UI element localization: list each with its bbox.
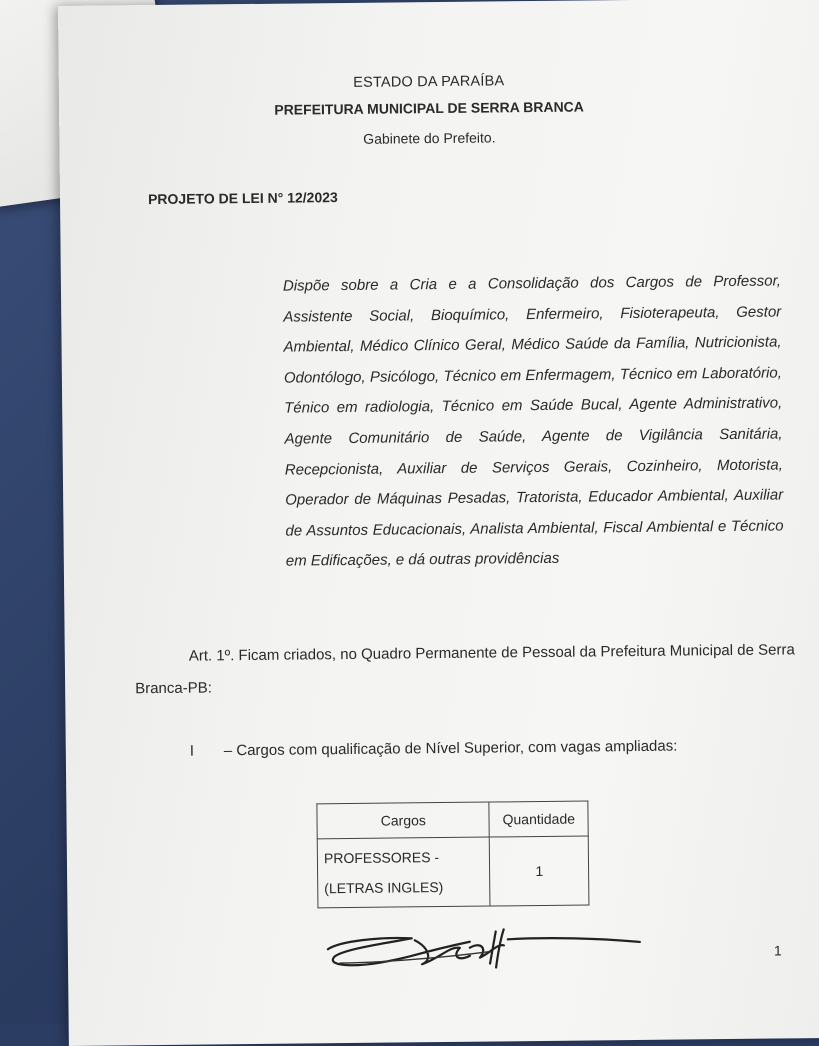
header-state: ESTADO DA PARAÍBA: [353, 73, 505, 91]
signature: [320, 916, 651, 983]
table-header-row: [317, 801, 588, 839]
ementa-text: Dispõe sobre a Cria e a Consolidação dos Cargos de Professor, Assistente Social, Bioquímico, Enfermeiro, Fisioterapeuta, Gestor Ambiental, Médico Clínico Geral, Médico Saúde da Família, Nutricionista, Odontólogo, Psicólogo, Técnico em Enfermagem, Técnico em Laboratório, Ténico em radiologia, Técnico em Saúde Bucal, Agente Administrativo, Agente Comunitário de Saúde, Agente de Vigilância Sanitária, Recepcionista, Auxiliar de Serviços Gerais, Cozinheiro, Motorista, Operador de Máquinas Pesadas, Tratorista, Educador Ambiental, Auxiliar de Assuntos Educacionais, Analista Ambiental, Fiscal Ambiental e Técnico em Edificações, e dá outras providências: [282, 272, 784, 570]
header-quantidade: Quantidade: [489, 801, 588, 837]
table-row: [317, 836, 589, 908]
cargo-line-2: (LETRAS INGLES): [324, 879, 444, 897]
document-page: [58, 0, 819, 1046]
header-cargos: Cargos: [317, 802, 490, 839]
header-office: Gabinete do Prefeito.: [363, 129, 496, 147]
project-title: PROJETO DE LEI N° 12/2023: [147, 189, 338, 208]
cargos-table: [316, 800, 589, 908]
item-number: I: [189, 742, 195, 760]
article-1: Art. 1º. Ficam criados, no Quadro Permanente de Pessoal da Prefeitura Municipal de Serra Branca-PB:: [135, 641, 795, 698]
cargo-cell: [317, 837, 490, 908]
page-number: 1: [773, 942, 782, 959]
cargo-line-1: PROFESSORES -: [323, 849, 440, 867]
quantidade-cell: 1: [490, 836, 589, 906]
header-prefecture: PREFEITURA MUNICIPAL DE SERRA BRANCA: [274, 98, 584, 118]
item-text: – Cargos com qualificação de Nível Superior, com vagas ampliadas:: [223, 737, 678, 760]
